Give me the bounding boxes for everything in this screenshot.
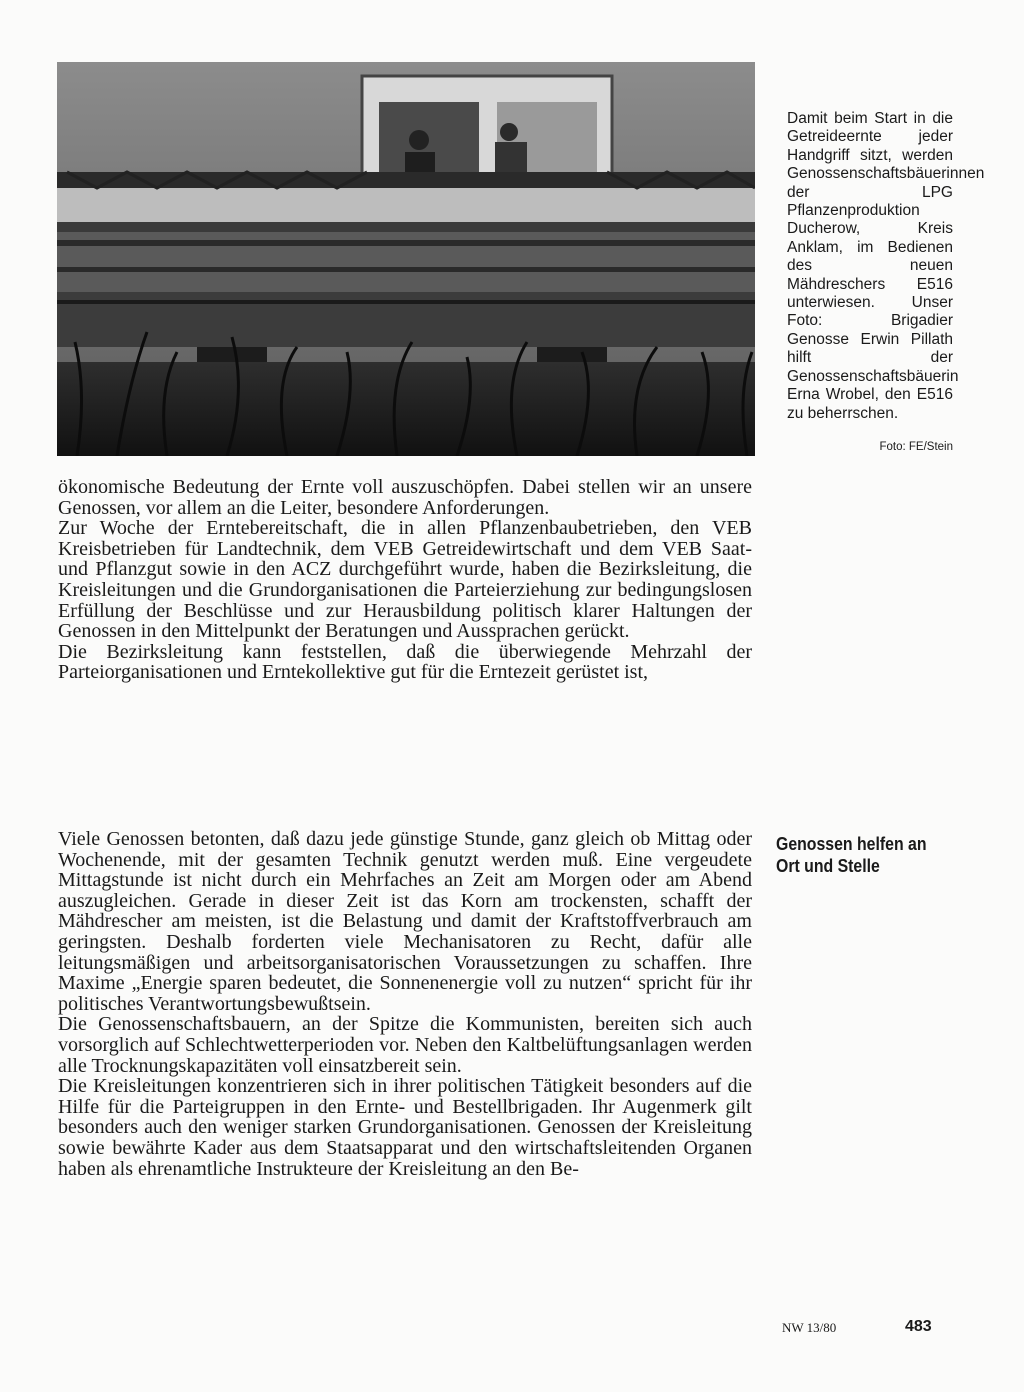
paragraph: Die Kreisleitungen konzentrieren sich in ihrer politischen Tätigkeit besonders auf die Hilfe für die Parteigruppen in den Ernte- und Bestellbrigaden. Ihr Augenmerk gilt besonders auch den weniger starken Grundorganisationen. Genossen der Kreisleitung sowie bewährte Kader aus dem Staatsapparat und den wirtschaftsleitenden Organen haben als ehrenamtliche Instrukteure der Kreisleitung an den Be- bbox=[58, 1075, 752, 1180]
paragraph: Die Genossenschaftsbauern, an der Spitze die Kommunisten, bereiten sich auch vorsorglich auf Schlechtwetterperioden vor. Neben den Kaltbelüftungsanlagen werden alle Trocknungskapazitäten voll einsatzbereit sein. bbox=[58, 1013, 752, 1077]
article-block-1 bbox=[58, 477, 752, 683]
issue-label: NW 13/80 bbox=[782, 1320, 837, 1335]
paragraph: ökonomische Bedeutung der Ernte voll auszuschöpfen. Dabei stellen wir an unsere Genossen, vor allem an die Leiter, besondere Anforderungen. bbox=[58, 476, 752, 519]
photo-credit: Foto: FE/Stein bbox=[879, 441, 953, 453]
paragraph: Die Bezirksleitung kann feststellen, daß die überwiegende Mehrzahl der Parteiorganisationen und Erntekollektive gut für die Erntezeit gerüstet ist, bbox=[58, 640, 752, 684]
paragraph: Zur Woche der Erntebereitschaft, die in allen Pflanzenbaubetrieben, den VEB Kreisbetrieben für Landtechnik, dem VEB Getreidewirtschaft und dem VEB Saat- und Pflanzgut sowie in den ACZ durchgeführt wurde, haben die Bezirksleitung, die Kreisleitungen und die Grundorganisationen die Parteierziehung zur bedingungslosen Erfüllung der Beschlüsse und zur Herausbildung politisch klarer Haltungen der Genossen in den Mittelpunkt der Beratungen und Aussprachen gerückt. bbox=[58, 517, 752, 643]
photo-caption: Damit beim Start in die Getreideernte jeder Handgriff sitzt, werden Genossenschaftsbäuerinnen der LPG Pflanzenproduktion Ducherow, Kreis Anklam, im Bedienen des neuen Mähdreschers E516 unterwiesen. Unser Foto: Brigadier Genosse Erwin Pillath hilft der Genossenschaftsbäuerin Erna Wrobel, den E516 zu beherrschen. bbox=[787, 110, 985, 422]
combine-harvester-photo bbox=[57, 62, 755, 456]
page-number: 483 bbox=[905, 1318, 932, 1335]
paragraph: Viele Genossen betonten, daß dazu jede günstige Stunde, ganz gleich ob Mittag oder Wochenende, mit der gesamten Technik genutzt werden muß. Eine vergeudete Mittagstunde ist nicht durch ein Mehrfaches an Zeit am Morgen oder am Abend auszugleichen. Gerade in dieser Zeit ist das Korn am trockensten, schafft der Mähdrescher am meisten, ist die Belastung und damit der Kraftstoffverbrauch am geringsten. Deshalb forderten viele Mechanisatoren zu Recht, dafür alle leitungsmäßigen und arbeitsorganisatorischen Voraussetzungen zu schaffen. Ihre Maxime „Energie sparen bedeutet, die Sonnenenergie voll zu nutzen“ spricht für ihr politisches Verantwortungsbewußtsein. bbox=[58, 828, 752, 1015]
article-block-2 bbox=[58, 829, 752, 1179]
harvester-illustration bbox=[57, 62, 755, 456]
section-heading: Genossen helfen an Ort und Stelle bbox=[776, 834, 927, 876]
